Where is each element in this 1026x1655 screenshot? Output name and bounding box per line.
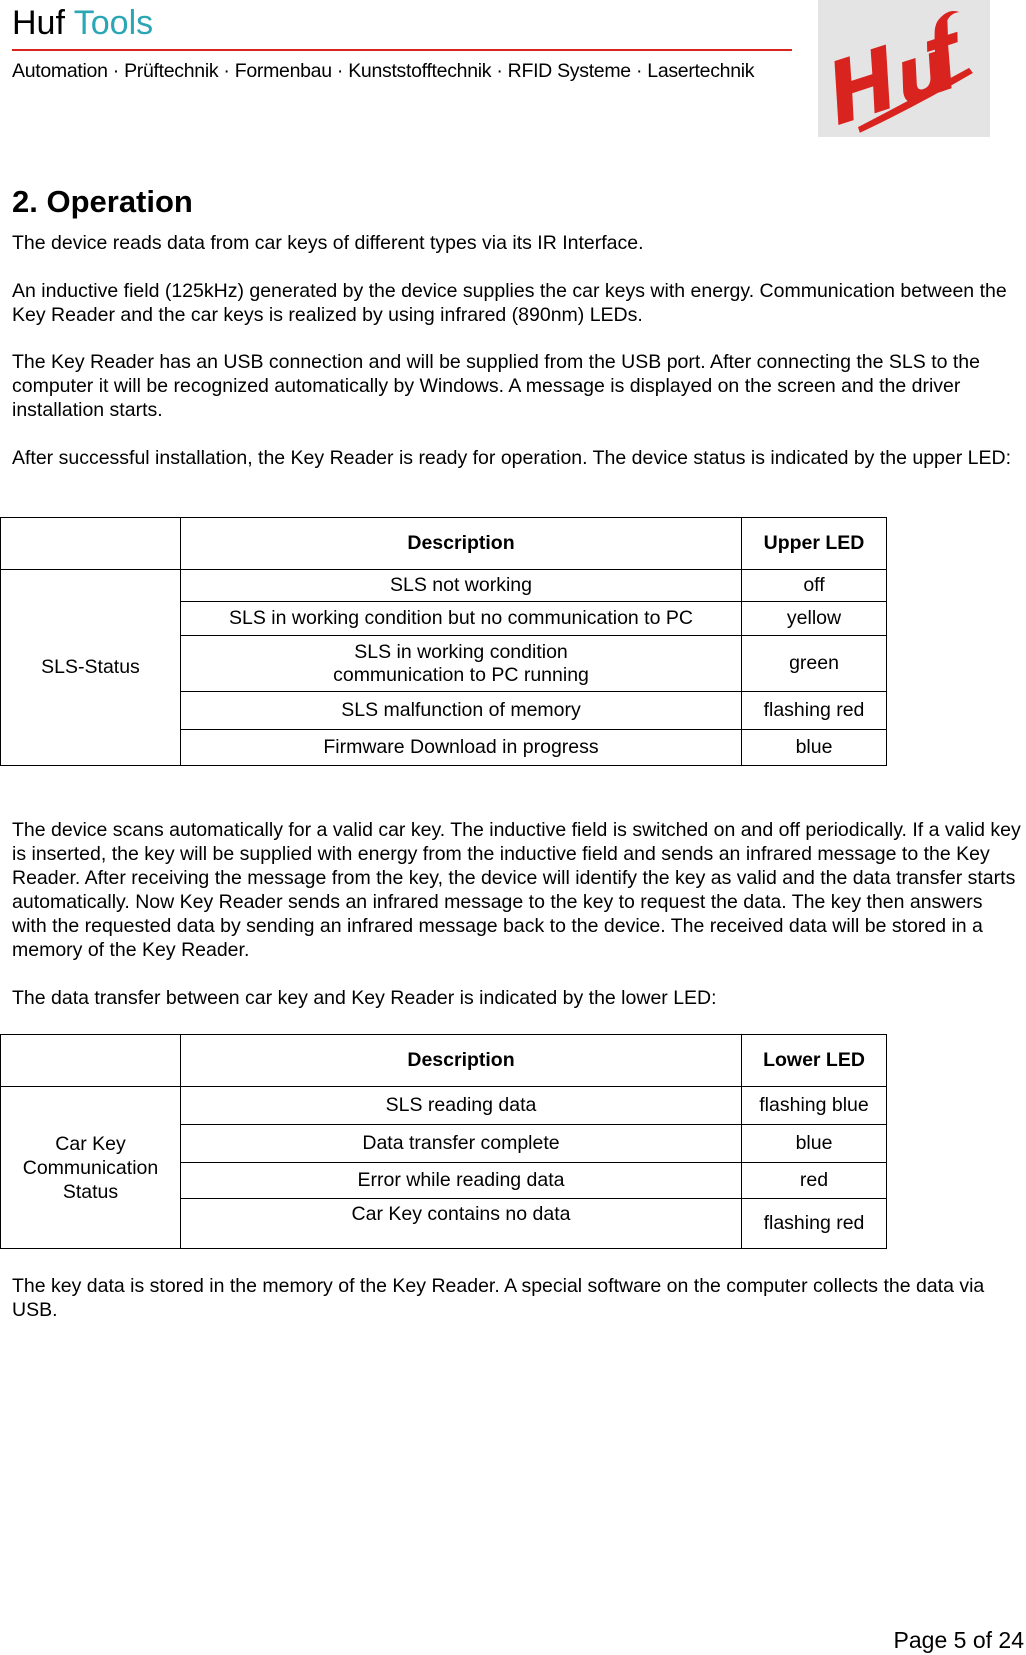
group-label-line3: Status (62, 1180, 119, 1203)
lower-led-table (0, 1034, 887, 1249)
row-led: off (742, 570, 887, 602)
brand-huf: Huf (12, 4, 65, 42)
row-led: red (742, 1163, 887, 1199)
huf-logo-icon (818, 0, 990, 137)
section-title: 2. Operation (12, 184, 193, 219)
row-description (181, 636, 742, 692)
row-led: flashing blue (742, 1087, 887, 1125)
header-tagline: Automation · Prüftechnik · Formenbau · Kunststofftechnik · RFID Systeme · Lasertechnik (12, 60, 755, 82)
row-description: SLS reading data (181, 1087, 742, 1125)
row-led: green (742, 636, 887, 692)
paragraph-upper-led-intro: After successful installation, the Key Reader is ready for operation. The device status is indicated by the upper LED: (12, 447, 1012, 469)
row-description: Firmware Download in progress (181, 730, 742, 766)
row-led: yellow (742, 602, 887, 636)
paragraph-usb-connection: The Key Reader has an USB connection and will be supplied from the USB port. After connecting the SLS to the computer it will be recognized automatically by Windows. A message is displayed on the screen and the driver installation starts. (12, 351, 980, 421)
car-key-status-label (1, 1087, 181, 1249)
row-led: blue (742, 1125, 887, 1163)
row-description: SLS malfunction of memory (181, 692, 742, 730)
row-description: SLS in working condition but no communication to PC (181, 602, 742, 636)
sls-status-label: SLS-Status (1, 570, 181, 766)
group-label-line1: Car Key (55, 1132, 126, 1155)
row-description-line2: communication to PC running (333, 663, 589, 686)
row-led: blue (742, 730, 887, 766)
row-led: flashing red (742, 1199, 887, 1249)
header-divider (12, 49, 792, 51)
paragraph-intro: The device reads data from car keys of different types via its IR Interface. (12, 232, 644, 254)
table-header-lower-led: Lower LED (742, 1035, 887, 1087)
row-description-line1: SLS in working condition (354, 640, 568, 663)
row-description: Data transfer complete (181, 1125, 742, 1163)
table-row (1, 570, 887, 602)
group-label-line2: Communication (22, 1156, 159, 1179)
paragraph-usb-collection: The key data is stored in the memory of the Key Reader. A special software on the computer collects the data via USB. (12, 1275, 985, 1321)
table-header-row (1, 1035, 887, 1087)
upper-led-table (0, 517, 887, 766)
huf-logo (818, 0, 990, 137)
row-description: SLS not working (181, 570, 742, 602)
table-header-description: Description (181, 518, 742, 570)
row-description: Error while reading data (181, 1163, 742, 1199)
paragraph-scan-process: The device scans automatically for a valid car key. The inductive field is switched on and off periodically. If a valid key is inserted, the key will be supplied with energy from the inductive field and sends an infrared message to the Key Reader. After receiving the message from the key, the device will identify the key as valid and the data transfer starts automatically. Now Key Reader sends an infrared message to the key to request the data. The key then answers with the requested data by sending an infrared message back to the device. The received data will be stored in a memory of the Key Reader. (12, 819, 1021, 961)
table-header-empty (1, 1035, 181, 1087)
table-header-row (1, 518, 887, 570)
row-description: Car Key contains no data (181, 1199, 742, 1249)
table-header-description: Description (181, 1035, 742, 1087)
table-header-upper-led: Upper LED (742, 518, 887, 570)
brand-name (12, 4, 153, 43)
page-number: Page 5 of 24 (893, 1627, 1024, 1653)
brand-tools: Tools (73, 4, 154, 42)
paragraph-inductive-field: An inductive field (125kHz) generated by the device supplies the car keys with energy. Communication between the Key Reader and the car keys is realized by using infrared (890nm) LEDs. (12, 280, 1007, 326)
paragraph-lower-led-intro: The data transfer between car key and Key Reader is indicated by the lower LED: (12, 987, 717, 1009)
table-header-empty (1, 518, 181, 570)
row-led: flashing red (742, 692, 887, 730)
table-row (1, 1087, 887, 1125)
